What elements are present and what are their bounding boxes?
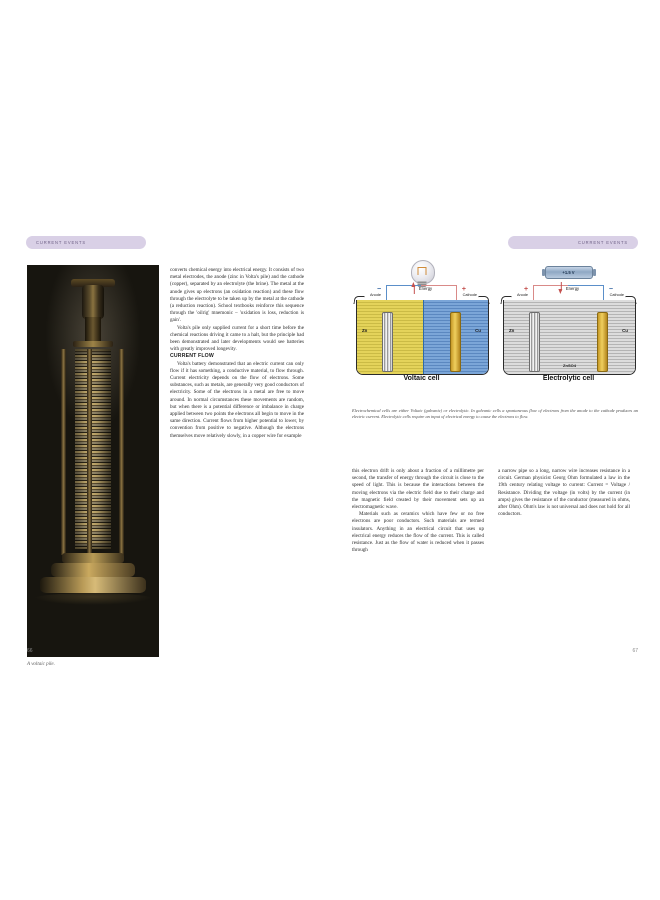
energy-arrow-up-icon: [411, 282, 417, 294]
anode-label: Anode: [517, 293, 528, 297]
folio-right: 67: [632, 648, 638, 654]
section-subhead: CURRENT FLOW: [170, 353, 214, 360]
right-text-column-two: [498, 468, 630, 518]
electrochemical-cells-figure: [352, 260, 638, 402]
photo-caption: A voltaic pile.: [27, 662, 55, 667]
salt-bridge-divider: [423, 300, 424, 374]
pile-top-plate: [73, 341, 113, 347]
paragraph: this electron drift is only about a fraction of a millimetre per second, the transfer of energy through the circuit is close to the speed of light. This is because the interactions between the moving electrons via the electric field due to their charge and the magnetic field created by their movement sets up an electromagnetic wave.: [352, 468, 484, 511]
pile-neck: [85, 317, 101, 343]
right-page: [330, 232, 660, 662]
pile-base-middle: [51, 563, 135, 577]
zinc-electrode: [529, 312, 540, 372]
running-head-left-label: CURRENT EVENTS: [36, 240, 87, 245]
energy-label: Energy: [565, 285, 580, 291]
cell-diagrams: [352, 260, 638, 382]
anode-label: Anode: [370, 293, 381, 297]
copper-electrode: [450, 312, 461, 372]
beaker: [356, 300, 489, 375]
battery-terminal-right: [593, 269, 596, 276]
pile-support-rod: [119, 349, 124, 555]
energy-indicator: [411, 282, 432, 294]
beaker: [503, 300, 636, 375]
cathode-label: Cathode: [462, 293, 477, 297]
paragraph: Volta's battery demonstrated that an electric current can only flow if it has something, a conductive material, to flow through. Current electricity depends on the flow of electrons. Some substances, such as metals, are generally very good conductors of electricity. Some of the electrons in a metal are free to move around. In normal circumstances these movements are random, but when there is a potential difference or imbalance in charge applied between two points the electrons all begin to move in the same direction. Current flows from higher potential to lower, by convention from positive to negative. Although the electrons themselves move relatively slowly, in a copper wire for example: [170, 360, 304, 439]
electrolyte-label: ZnSO4: [563, 363, 576, 368]
zinc-label: Zn: [362, 328, 368, 333]
pile-base-shadow: [33, 593, 153, 605]
running-head-right-label: CURRENT EVENTS: [577, 240, 628, 245]
paragraph: a narrow pipe so a long, narrow wire increases resistance in a circuit. German physicist Georg Ohm formulated a law in the 19th century relating voltage to current: Current = Voltage / Resistance. Dividing the voltage (in volts) by the current (in amps) gives the resistance of the conductor (measured in ohms, after Ohm). Ohm's law is not universal and does not hold for all conductors.: [498, 468, 630, 518]
positive-sign: +: [461, 286, 466, 293]
pile-knob: [82, 285, 104, 319]
bulb-filament: [417, 267, 426, 275]
positive-sign: +: [524, 286, 529, 293]
voltaic-cell-title: Voltaic cell: [403, 375, 440, 382]
copper-label: Cu: [622, 328, 628, 333]
zinc-electrode: [382, 312, 393, 372]
paragraph: Materials such as ceramics which have few or no free electrons are poor conductors. Such materials are termed insulators. Anything in an electrical circuit that uses up electrical energy reduces the flow of the current. This is called resistance. Just as the flow of water is reduced when it passes through: [352, 511, 484, 554]
electrolytic-cell-title: Electrolytic cell: [542, 375, 595, 382]
copper-electrode: [597, 312, 608, 372]
copper-label: Cu: [475, 328, 481, 333]
left-page: [0, 232, 330, 667]
voltaic-cell-diagram: [352, 260, 491, 382]
running-head-left: [26, 236, 146, 249]
energy-arrow-down-icon: [558, 282, 564, 294]
battery-terminal-left: [542, 269, 545, 276]
negative-sign: −: [377, 286, 382, 293]
battery-icon: [545, 266, 593, 279]
right-text-column-one: [352, 468, 484, 554]
book-spread: [0, 232, 660, 667]
energy-label: Energy: [418, 285, 433, 291]
left-text-column: [170, 267, 304, 440]
zinc-label: Zn: [509, 328, 515, 333]
pile-base-upper: [62, 553, 124, 563]
paragraph: Volta's pile only supplied current for a short time before the chemical reactions driving it came to a halt, but the principle had been demonstrated and later developments would see batteries with greatly improved longevity.: [170, 324, 304, 353]
electrolytic-cell-diagram: [499, 260, 638, 382]
pile-disc-stack: [75, 349, 111, 549]
pile-support-rod: [87, 349, 92, 555]
folio-left: 66: [27, 648, 33, 654]
pile-base-lower: [40, 577, 146, 593]
pile-support-rod: [61, 349, 66, 555]
voltaic-pile-photo: [27, 265, 159, 657]
cathode-label: Cathode: [609, 293, 624, 297]
energy-indicator: [558, 282, 579, 294]
negative-sign: −: [608, 286, 613, 293]
figure-caption: Electrochemical cells are either Voltaic (galvanic) or electrolytic. In galvanic cells a spontaneous flow of electrons from the anode to the cathode produces an electric current. Electrolytic cells require an input of electrical energy to cause the electrons to flow.: [352, 408, 638, 420]
paragraph: converts chemical energy into electrical energy. It consists of two metal electrodes, the anode (zinc in Volta's pile) and the cathode (copper), separated by an electrolyte (the brine). The metal at the anode gives up electrons (an oxidation reaction) and these flow through the electrolyte to be taken up by the metal at the cathode (a reduction reaction). School textbooks reinforce this sequence through the 'oilrig' mnemonic – 'oxidation is loss, reduction is gain'.: [170, 267, 304, 324]
battery-voltage-label: +1.5 V: [562, 270, 575, 275]
running-head-right: [508, 236, 638, 249]
